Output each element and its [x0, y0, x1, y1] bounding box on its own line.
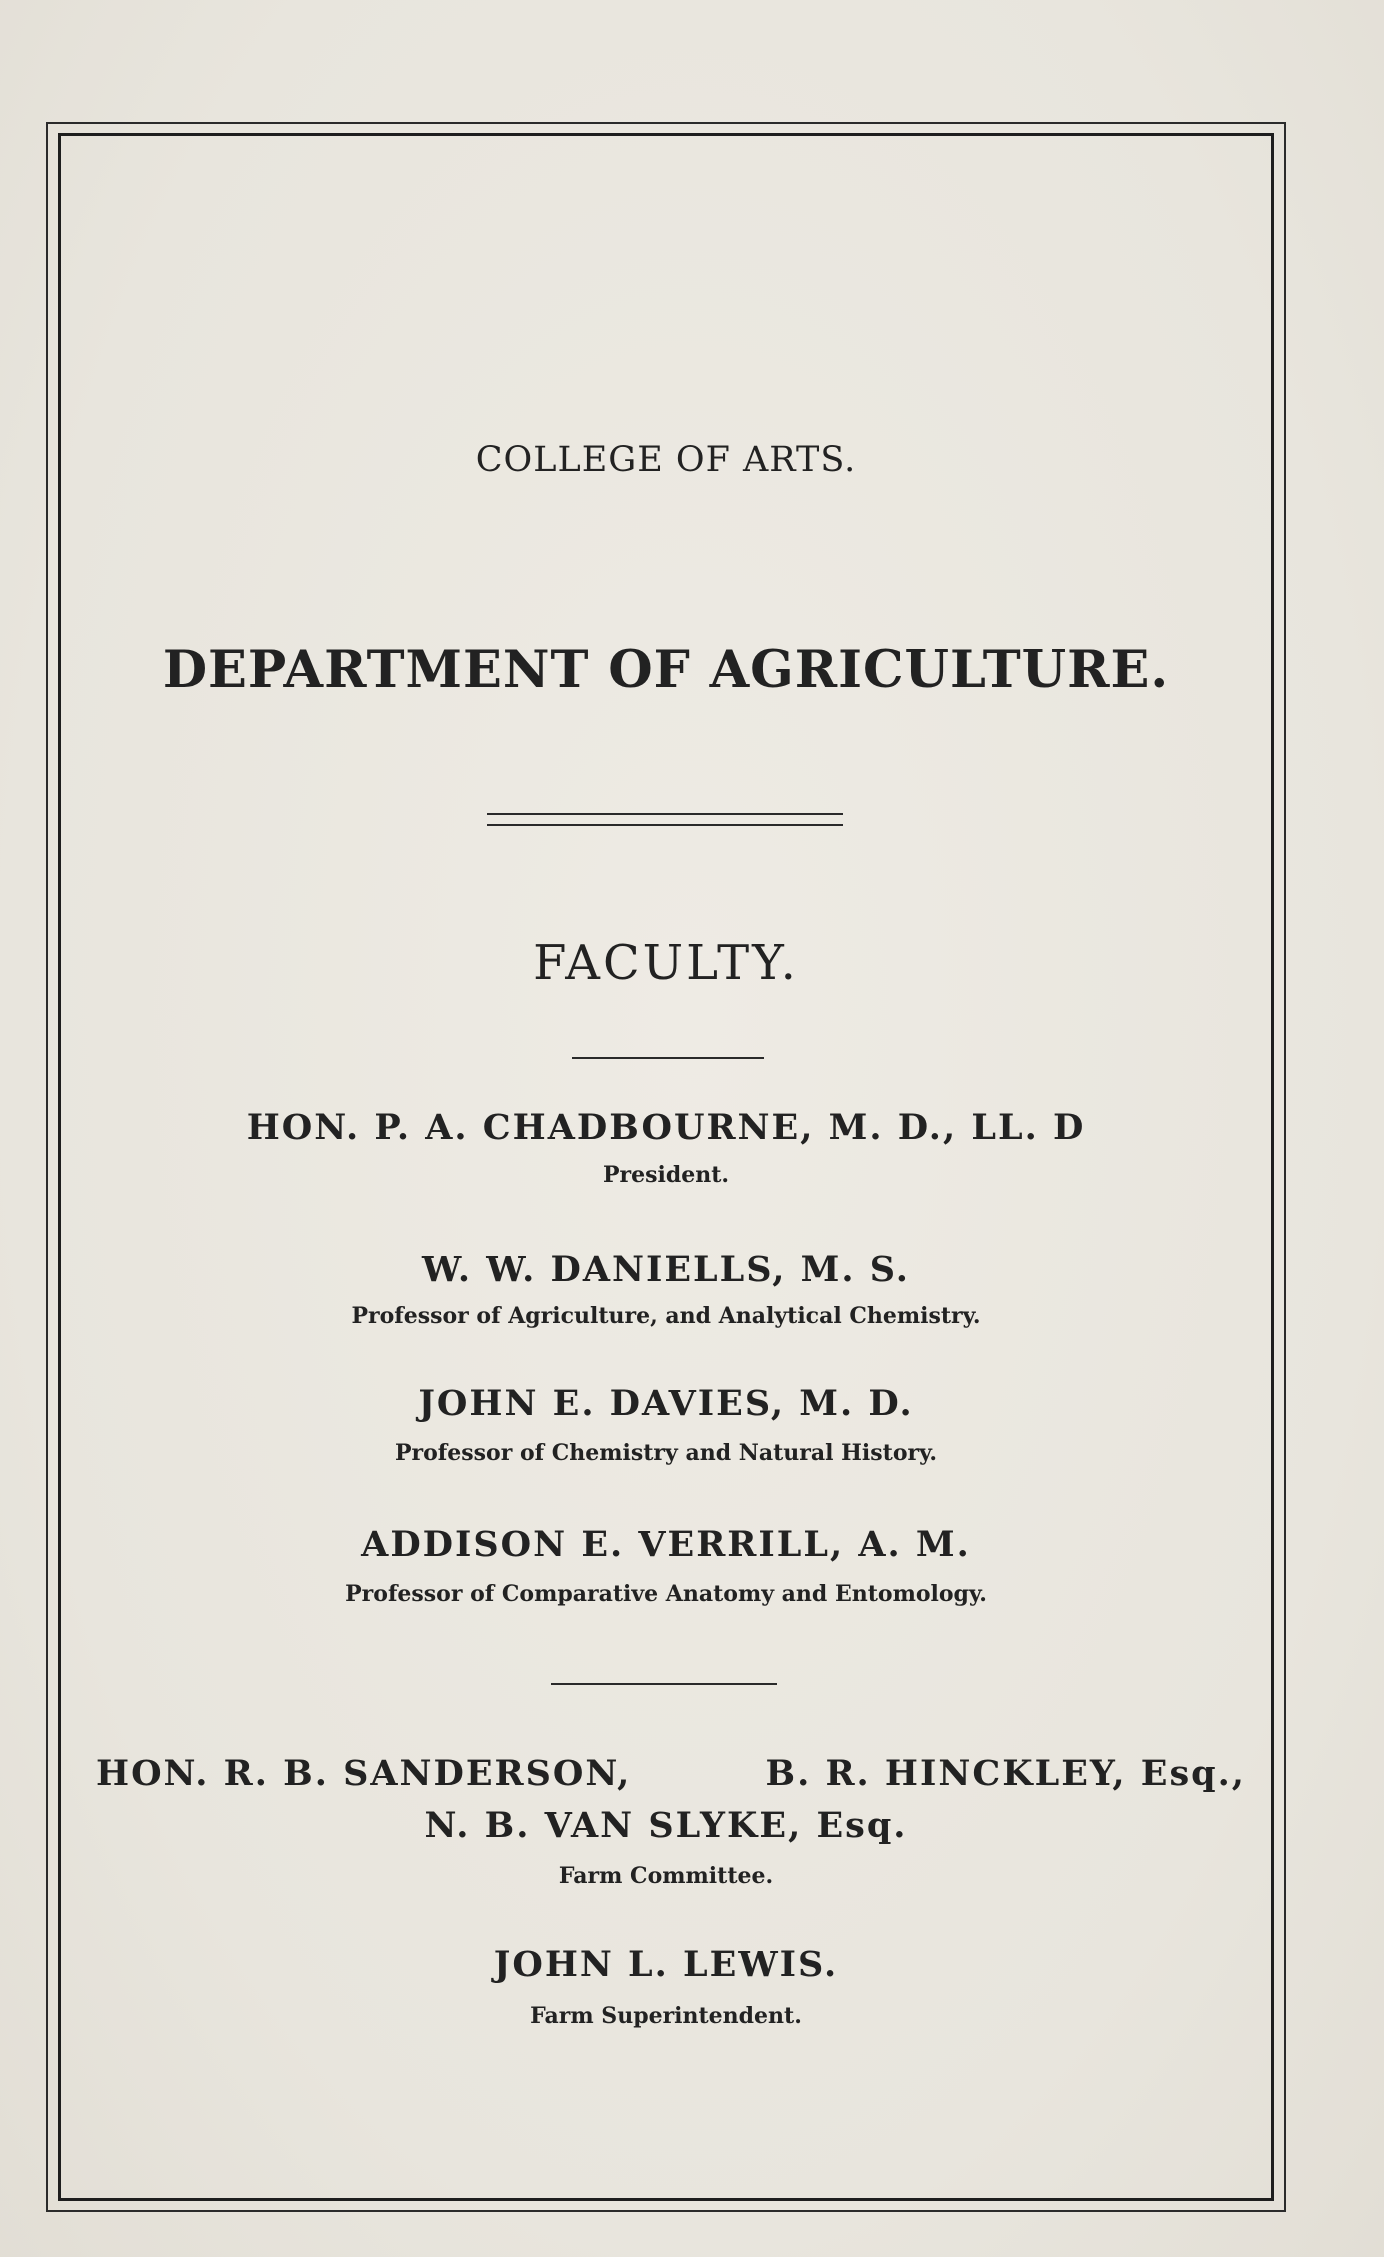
superintendent-name: JOHN L. LEWIS.: [493, 1944, 839, 1985]
college-heading: COLLEGE OF ARTS.: [475, 440, 857, 480]
faculty-title-president: President.: [602, 1162, 730, 1188]
faculty-heading: FACULTY.: [533, 935, 799, 991]
rule-divider: [572, 1057, 764, 1059]
faculty-name-daniells: W. W. DANIELLS, M. S.: [422, 1249, 910, 1290]
superintendent-title: Farm Superintendent.: [530, 2003, 802, 2029]
department-heading: DEPARTMENT OF AGRICULTURE.: [162, 640, 1170, 700]
double-rule-divider: [487, 813, 843, 826]
committee-member-van-slyke: N. B. VAN SLYKE, Esq.: [424, 1805, 908, 1846]
faculty-title-davies: Professor of Chemistry and Natural History.: [394, 1440, 938, 1466]
faculty-name-verrill: ADDISON E. VERRILL, A. M.: [361, 1524, 971, 1565]
farm-committee-label: Farm Committee.: [558, 1863, 774, 1889]
committee-member-sanderson: HON. R. B. SANDERSON,: [96, 1753, 632, 1794]
committee-member-hinckley: B. R. HINCKLEY, Esq.,: [765, 1753, 1246, 1794]
faculty-name-president: HON. P. A. CHADBOURNE, M. D., LL. D: [246, 1107, 1086, 1148]
faculty-title-verrill: Professor of Comparative Anatomy and Entomology.: [345, 1581, 987, 1607]
rule-divider: [551, 1683, 777, 1685]
faculty-title-daniells: Professor of Agriculture, and Analytical Chemistry.: [351, 1303, 981, 1329]
faculty-name-davies: JOHN E. DAVIES, M. D.: [418, 1383, 914, 1424]
